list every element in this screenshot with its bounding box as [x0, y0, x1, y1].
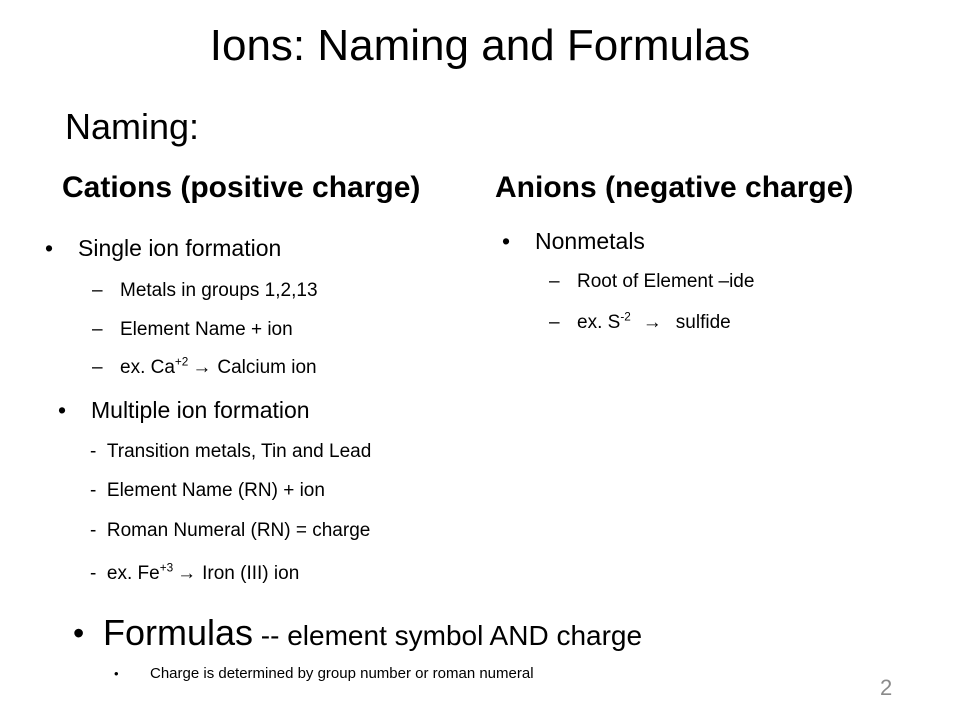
sub-item-root-ide: – Root of Element –ide [577, 269, 754, 295]
sub-item-example-iron: - ex. $Fe^{+3}$ → Iron (III) ion [90, 561, 300, 584]
page-number: 2 [880, 675, 893, 700]
example-result: Iron (III) ion [202, 563, 300, 584]
anions-heading: Anions (negative charge) [495, 171, 854, 204]
sub-item-metals-groups: – Metals in groups 1,2,13 [120, 278, 318, 304]
section-heading-naming: Naming: [65, 106, 200, 147]
right-arrow-icon: → [642, 312, 662, 333]
bullet-multiple-ion-formation: • Multiple ion formation [91, 395, 310, 425]
example-prefix: ex. Fe [106, 563, 160, 584]
sub-item-example-calcium [120, 355, 317, 381]
example-prefix: ex. Ca [120, 357, 175, 378]
bullet-nonmetals: • Nonmetals [535, 226, 645, 256]
example-charge: -2 [620, 310, 631, 324]
sub-item-element-name-rn: - Element Name (RN) + ion [90, 480, 325, 501]
example-charge: +2 [174, 355, 189, 369]
example-result: Calcium ion [217, 357, 317, 378]
formulas-heading [103, 611, 642, 658]
cations-heading: Cations (positive charge) [62, 171, 421, 204]
bullet-dot-icon: • [73, 615, 85, 651]
bullet-single-ion-formation: • Single ion formation [78, 233, 281, 263]
page-title: Ions: Naming and Formulas [209, 21, 751, 70]
sub-item-transition-metals: - Transition metals, Tin and Lead [90, 441, 372, 462]
bullet-dot-icon: • [114, 666, 119, 681]
example-result: sulfide [675, 312, 731, 333]
example-charge: +3 [159, 561, 174, 575]
right-arrow-icon: → [192, 357, 212, 378]
sub-item-example-sulfide [577, 310, 731, 336]
sub-item-roman-numeral: - Roman Numeral (RN) = charge [90, 520, 371, 541]
example-prefix: ex. S [577, 312, 621, 333]
sub-item-element-name-ion: – Element Name + ion [120, 317, 293, 343]
formulas-label: Formulas [103, 612, 254, 653]
formulas-note: Charge is determined by group number or roman numeral [150, 665, 534, 682]
formulas-description: -- element symbol AND charge [253, 620, 643, 651]
right-arrow-icon: → [177, 563, 197, 584]
